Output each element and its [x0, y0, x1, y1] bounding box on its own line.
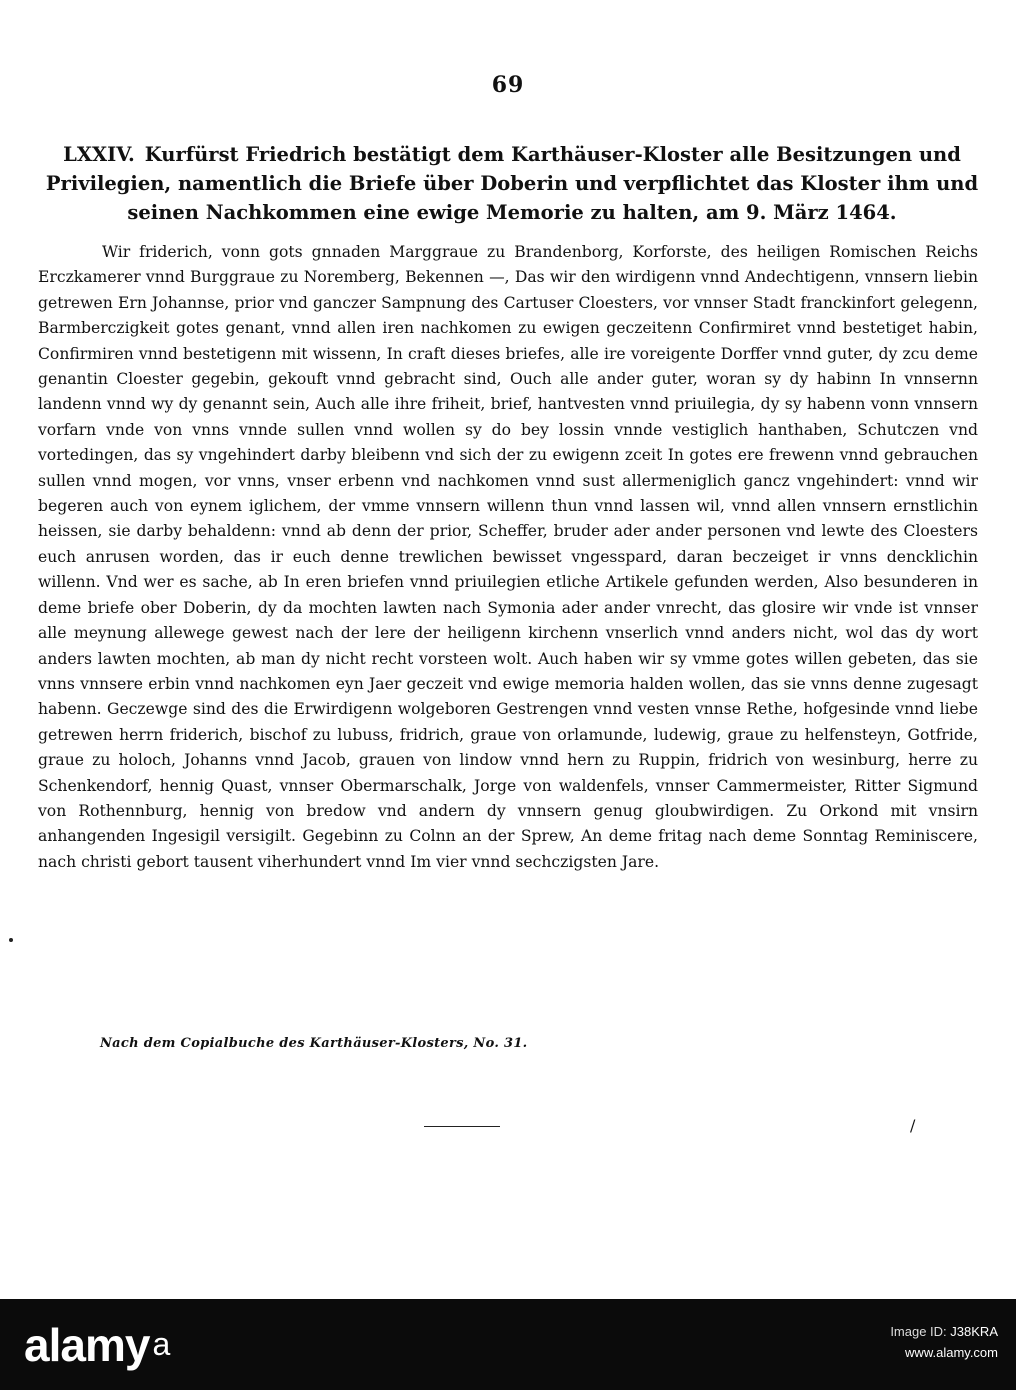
divider-rule [424, 1126, 500, 1127]
source-url: www.alamy.com [905, 1345, 998, 1360]
image-meta [890, 1321, 998, 1363]
alamy-logo-icon: a [152, 1326, 170, 1362]
document-number: LXXIV. [63, 143, 135, 166]
heading-text: Kurfürst Friedrich bestätigt dem Karthäuser-Kloster alle Besitzungen und Privilegien, namentlich die Briefe über Doberin und verpflichtet das Kloster ihm und seinen Nachkommen eine ewige Memorie zu halten, am 9. März 1464. [45, 143, 979, 224]
image-id: J38KRA [950, 1324, 998, 1339]
stock-footer-bar [0, 1299, 1016, 1390]
alamy-logo [24, 1319, 169, 1370]
stray-mark: / [910, 1116, 916, 1135]
page-number: 69 [491, 72, 525, 98]
document-heading [42, 140, 982, 227]
stray-dot [9, 938, 13, 942]
document-body: Wir friderich, vonn gots gnnaden Marggraue zu Brandenborg, Korforste, des heiligen Romischen Reichs Erczkamerer vnnd Burggraue zu Noremberg, Bekennen —, Das wir den wirdigenn vnnd Andechtigenn, vnnsern liebin getrewen Ern Johannse, prior vnd ganczer Sampnung des Cartuser Cloesters, vor vnnser Stadt franckinfort gelegenn, Barmberczigkeit gotes genant, vnnd allen iren nachkomen zu ewigen geczeitenn Confirmiret vnnd bestetiget habin, Confirmiren vnnd bestetigenn mit wissenn, In craft dieses briefes, alle ire voreigente Dorffer vnnd guter, dy zcu deme genantin Cloester gegebin, gekouft vnnd gebracht sind, Ouch alle ander guter, woran sy dy habinn In vnnsernn landenn vnnd wy dy genannt sein, Auch alle ihre friheit, brief, hantvesten vnnd priuilegia, dy sy habenn vonn vnnsern vorfarn vnde von vnns vnnde sullen vnnd wollen sy do bey lossin vnnde vestiglich hanthaben, Schutczen vnd vortedingen, das sy vngehindert darby bleibenn vnd sich der zu ewigenn zceit In gotes ere frewenn vnnd gebrauchen sullen vnnd mogen, vor vnns, vnser erbenn vnd nachkomen vnnd sust allermeniglich gancz vngehindert: vnnd wir begeren auch von eynem iglichem, der vmme vnnsern willenn thun vnnd lassen wil, vnnd allen vnnsern ernstlichin heissen, sie darby behaldenn: vnnd ab denn der prior, Scheffer, bruder ader ander personen vnd lewte des Cloesters euch anrusen worden, das ir euch denne trewlichen bewisset vngesspard, daran beczeiget ir vnns dencklichin willenn. Vnd wer es sache, ab In eren briefen vnnd priuilegien etliche Artikele gefunden werden, Also besunderen in deme briefe ober Doberin, dy da mochten lawten nach Symonia ader ander vnrecht, das glosire wir vnde ist vnnser alle meynung allewege gewest nach der lere der heiligenn kirchenn vnserlich vnnd anders nicht, wol das dy wort anders lawten mochten, ab man dy nicht recht vorsteen wolt. Auch haben wir sy vmme gotes willen gebeten, das sie vnns vnnsere erbin vnnd nachkomen eyn Jaer geczeit vnd ewige memoria halden wollen, das sie vnns denne zugesagt habenn. Geczewge sind des die Erwirdigenn wolgeboren Gestrengen vnnd vesten vnnse Rethe, hofgesinde vnnd liebe getrewen herrn friderich, bischof zu lubuss, fridrich, graue von orlamunde, ludewig, graue zu helfensteyn, Gotfride, graue zu holoch, Johanns vnnd Jacob, grauen von lindow vnnd hern zu Ruppin, fridrich von wesinburg, herre zu Schenkendorf, hennig Quast, vnnser Obermarschalk, Jorge von waldenfels, vnnser Cammermeister, Ritter Sigmund von Rothennburg, hennig von bredow vnd andern dy vnnsern genug gloubwirdigen. Zu Orkond mit vnsirn anhangenden Ingesigil versigilt. Gegebinn zu Colnn an der Sprew, An deme fritag nach deme Sonntag Reminiscere, nach christi gebort tausent viherhundert vnnd Im vier vnnd sechczigsten Jare. [38, 243, 978, 871]
image-id-label: Image ID: [890, 1324, 947, 1339]
source-note: Nach dem Copialbuche des Karthäuser-Klosters, No. 31. [100, 1036, 528, 1051]
alamy-logo-text: alamy [24, 1319, 150, 1371]
